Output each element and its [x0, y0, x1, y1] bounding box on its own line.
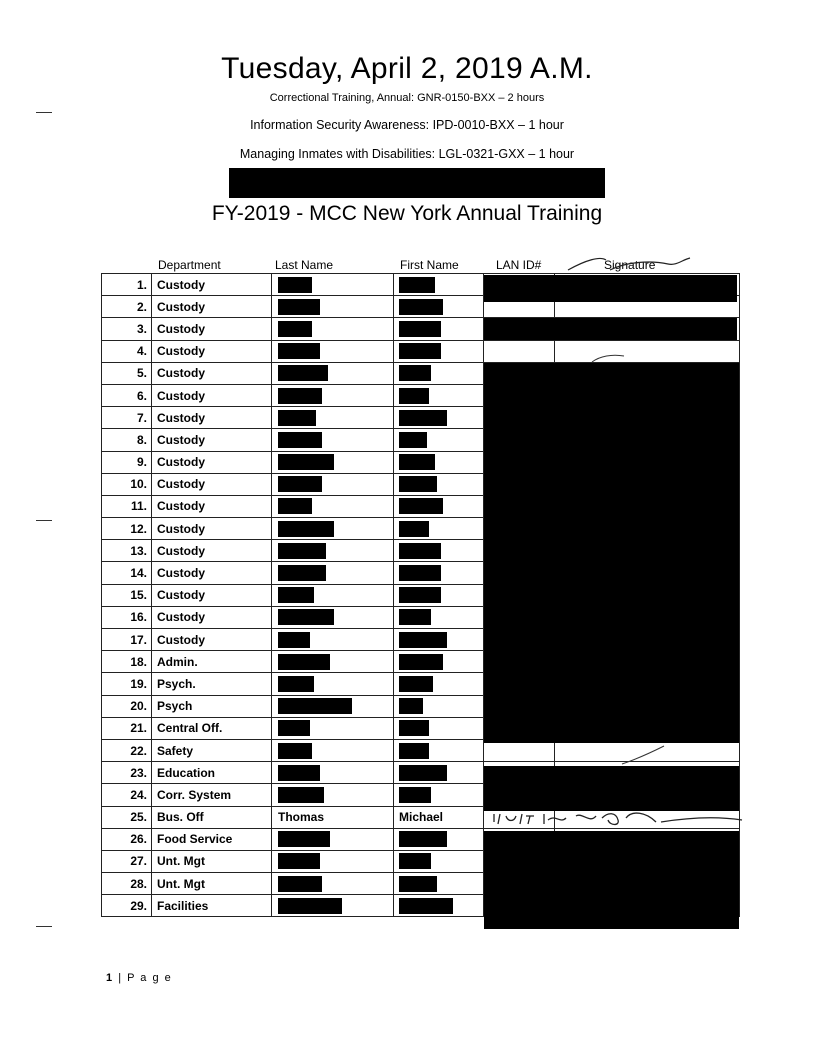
last-name-cell: [272, 673, 394, 695]
department-cell: Custody: [152, 429, 272, 451]
redaction-bar: [278, 498, 312, 514]
last-name-cell: [272, 362, 394, 384]
redaction-bar: [399, 343, 441, 359]
first-name-cell: [394, 296, 484, 318]
redaction-bar: [278, 432, 322, 448]
margin-mark: [36, 926, 52, 927]
redaction-bar: [399, 454, 435, 470]
redaction-bar: [399, 476, 437, 492]
department-cell: Custody: [152, 340, 272, 362]
redaction-bar: [399, 720, 429, 736]
first-name-cell: [394, 895, 484, 917]
first-name-cell: [394, 629, 484, 651]
department-cell: Corr. System: [152, 784, 272, 806]
last-name-cell: [272, 784, 394, 806]
signature-cell: [555, 340, 740, 362]
redaction-block-rows-5-21: [484, 363, 739, 743]
last-name-cell: [272, 274, 394, 296]
first-name-cell: Michael: [394, 806, 484, 828]
redaction-bar: [278, 277, 312, 293]
department-cell: Custody: [152, 384, 272, 406]
department-cell: Custody: [152, 451, 272, 473]
first-name-cell: [394, 651, 484, 673]
row-number: 8.: [102, 429, 152, 451]
row-number: 5.: [102, 362, 152, 384]
margin-mark: [36, 112, 52, 113]
first-name-cell: [394, 828, 484, 850]
column-header-lan-id: LAN ID#: [496, 258, 542, 272]
page-number: 1: [106, 972, 114, 984]
last-name-cell: [272, 629, 394, 651]
first-name-cell: [394, 762, 484, 784]
last-name-cell: [272, 340, 394, 362]
page-label: | P a g e: [118, 972, 173, 984]
redaction-bar: [278, 676, 314, 692]
last-name-cell: Thomas: [272, 806, 394, 828]
redaction-block-rows-1: [484, 275, 737, 302]
department-cell: Admin.: [152, 651, 272, 673]
row-number: 15.: [102, 584, 152, 606]
first-name-cell: [394, 784, 484, 806]
department-cell: Food Service: [152, 828, 272, 850]
last-name-cell: [272, 606, 394, 628]
redaction-bar: [399, 299, 443, 315]
lan-id-cell: [484, 340, 555, 362]
last-name-cell: [272, 407, 394, 429]
row-number: 7.: [102, 407, 152, 429]
redaction-bar: [278, 388, 322, 404]
row-number: 12.: [102, 518, 152, 540]
redaction-bar: [278, 410, 316, 426]
column-header-department: Department: [158, 258, 221, 272]
first-name-cell: [394, 362, 484, 384]
redaction-bar: [399, 632, 447, 648]
first-name-cell: [394, 340, 484, 362]
department-cell: Custody: [152, 362, 272, 384]
stray-pen-mark-icon: [590, 350, 630, 366]
first-name-cell: [394, 873, 484, 895]
redaction-block-rows-23-24: [484, 766, 739, 811]
first-name-cell: [394, 717, 484, 739]
first-name-cell: [394, 606, 484, 628]
stray-pen-mark-icon: [620, 744, 670, 766]
first-name-cell: [394, 429, 484, 451]
redaction-bar: [278, 587, 314, 603]
first-name-cell: [394, 495, 484, 517]
first-name-cell: [394, 584, 484, 606]
row-number: 27.: [102, 850, 152, 872]
redaction-bar: [399, 388, 429, 404]
redaction-bar: [399, 787, 431, 803]
redaction-bar: [399, 321, 441, 337]
department-cell: Psych.: [152, 673, 272, 695]
redaction-bar: [278, 521, 334, 537]
course-line-3: Managing Inmates with Disabilities: LGL-0321-GXX – 1 hour: [239, 147, 575, 161]
row-number: 2.: [102, 296, 152, 318]
row-number: 14.: [102, 562, 152, 584]
redaction-bar-title: [229, 168, 605, 198]
row-number: 6.: [102, 384, 152, 406]
redaction-bar: [278, 831, 330, 847]
last-name-cell: [272, 850, 394, 872]
department-cell: Safety: [152, 739, 272, 761]
row-number: 1.: [102, 274, 152, 296]
row-number: 23.: [102, 762, 152, 784]
department-cell: Custody: [152, 518, 272, 540]
last-name-cell: [272, 717, 394, 739]
table-row: [102, 340, 740, 362]
row-number: 10.: [102, 473, 152, 495]
redaction-bar: [399, 876, 437, 892]
redaction-bar: [399, 609, 431, 625]
last-name-cell: [272, 828, 394, 850]
redaction-bar: [399, 587, 441, 603]
margin-mark: [36, 520, 52, 521]
department-cell: Custody: [152, 495, 272, 517]
redaction-bar: [278, 765, 320, 781]
row-number: 24.: [102, 784, 152, 806]
department-cell: Custody: [152, 473, 272, 495]
department-cell: Custody: [152, 540, 272, 562]
column-header-first-name: First Name: [400, 258, 459, 272]
row-number: 22.: [102, 739, 152, 761]
row-number: 13.: [102, 540, 152, 562]
row-number: 19.: [102, 673, 152, 695]
redaction-bar: [399, 365, 431, 381]
last-name-cell: [272, 695, 394, 717]
row-number: 3.: [102, 318, 152, 340]
row-number: 21.: [102, 717, 152, 739]
redaction-bar: [278, 654, 330, 670]
redaction-bar: [399, 743, 429, 759]
first-name-cell: [394, 562, 484, 584]
course-line-1: Correctional Training, Annual: GNR-0150-BXX – 2 hours: [269, 92, 545, 104]
redaction-bar: [278, 720, 310, 736]
redaction-bar: [399, 831, 447, 847]
redaction-bar: [278, 743, 312, 759]
first-name-cell: [394, 384, 484, 406]
redaction-bar: [278, 876, 322, 892]
department-cell: Unt. Mgt: [152, 873, 272, 895]
handwritten-signature-icon: [486, 808, 746, 832]
row-number: 25.: [102, 806, 152, 828]
redaction-bar: [399, 853, 431, 869]
page-title: Tuesday, April 2, 2019 A.M.: [221, 52, 593, 85]
redaction-bar: [278, 565, 326, 581]
last-name-cell: [272, 739, 394, 761]
department-cell: Custody: [152, 318, 272, 340]
first-name-cell: [394, 274, 484, 296]
first-name-cell: [394, 739, 484, 761]
last-name-cell: [272, 651, 394, 673]
row-number: 16.: [102, 606, 152, 628]
department-cell: Custody: [152, 562, 272, 584]
first-name-cell: [394, 318, 484, 340]
redaction-bar: [278, 454, 334, 470]
course-line-2: Information Security Awareness: IPD-0010-BXX – 1 hour: [250, 118, 564, 132]
first-name-cell: [394, 451, 484, 473]
last-name-cell: [272, 384, 394, 406]
last-name-cell: [272, 895, 394, 917]
last-name-cell: [272, 429, 394, 451]
redaction-bar: [399, 765, 447, 781]
department-cell: Custody: [152, 296, 272, 318]
row-number: 18.: [102, 651, 152, 673]
first-name-cell: [394, 850, 484, 872]
last-name-cell: [272, 451, 394, 473]
column-header-signature: Signature: [604, 258, 656, 272]
redaction-bar: [278, 787, 324, 803]
redaction-bar: [278, 898, 342, 914]
row-number: 17.: [102, 629, 152, 651]
department-cell: Bus. Off: [152, 806, 272, 828]
redaction-bar: [278, 299, 320, 315]
redaction-bar: [278, 365, 328, 381]
first-name-cell: [394, 695, 484, 717]
redaction-bar: [399, 543, 441, 559]
redaction-bar: [278, 609, 334, 625]
department-cell: Facilities: [152, 895, 272, 917]
department-cell: Central Off.: [152, 717, 272, 739]
redaction-block-rows-3: [484, 318, 737, 340]
last-name-cell: [272, 873, 394, 895]
redaction-bar: [399, 698, 423, 714]
last-name-cell: [272, 584, 394, 606]
first-name-cell: [394, 673, 484, 695]
department-cell: Custody: [152, 584, 272, 606]
last-name-cell: [272, 473, 394, 495]
redaction-bar: [399, 521, 429, 537]
first-name-cell: [394, 473, 484, 495]
last-name-cell: [272, 540, 394, 562]
last-name-cell: [272, 762, 394, 784]
column-header-last-name: Last Name: [275, 258, 334, 272]
page-footer: [106, 972, 172, 984]
redaction-bar: [399, 898, 453, 914]
redaction-bar: [399, 410, 447, 426]
department-cell: Unt. Mgt: [152, 850, 272, 872]
first-name-cell: [394, 540, 484, 562]
department-cell: Custody: [152, 629, 272, 651]
redaction-bar: [399, 277, 435, 293]
department-cell: Psych: [152, 695, 272, 717]
redaction-bar: [278, 853, 320, 869]
row-number: 9.: [102, 451, 152, 473]
redaction-bar: [399, 498, 443, 514]
department-cell: Custody: [152, 606, 272, 628]
row-number: 26.: [102, 828, 152, 850]
row-number: 4.: [102, 340, 152, 362]
last-name-cell: [272, 518, 394, 540]
row-number: 20.: [102, 695, 152, 717]
redaction-bar: [399, 654, 443, 670]
last-name-cell: [272, 495, 394, 517]
department-cell: Education: [152, 762, 272, 784]
redaction-bar: [399, 565, 441, 581]
training-subtitle: FY-2019 - MCC New York Annual Training: [211, 202, 603, 225]
redaction-bar: [278, 698, 352, 714]
redaction-bar: [278, 543, 326, 559]
redaction-bar: [278, 343, 320, 359]
redaction-bar: [399, 432, 427, 448]
redaction-bar: [278, 321, 312, 337]
redaction-bar: [278, 476, 322, 492]
last-name-cell: [272, 318, 394, 340]
last-name-cell: [272, 296, 394, 318]
first-name-cell: [394, 407, 484, 429]
last-name-cell: [272, 562, 394, 584]
redaction-bar: [278, 632, 310, 648]
redaction-block-rows-26-29: [484, 831, 739, 929]
row-number: 29.: [102, 895, 152, 917]
row-number: 11.: [102, 495, 152, 517]
department-cell: Custody: [152, 407, 272, 429]
department-cell: Custody: [152, 274, 272, 296]
row-number: 28.: [102, 873, 152, 895]
first-name-cell: [394, 518, 484, 540]
redaction-bar: [399, 676, 433, 692]
